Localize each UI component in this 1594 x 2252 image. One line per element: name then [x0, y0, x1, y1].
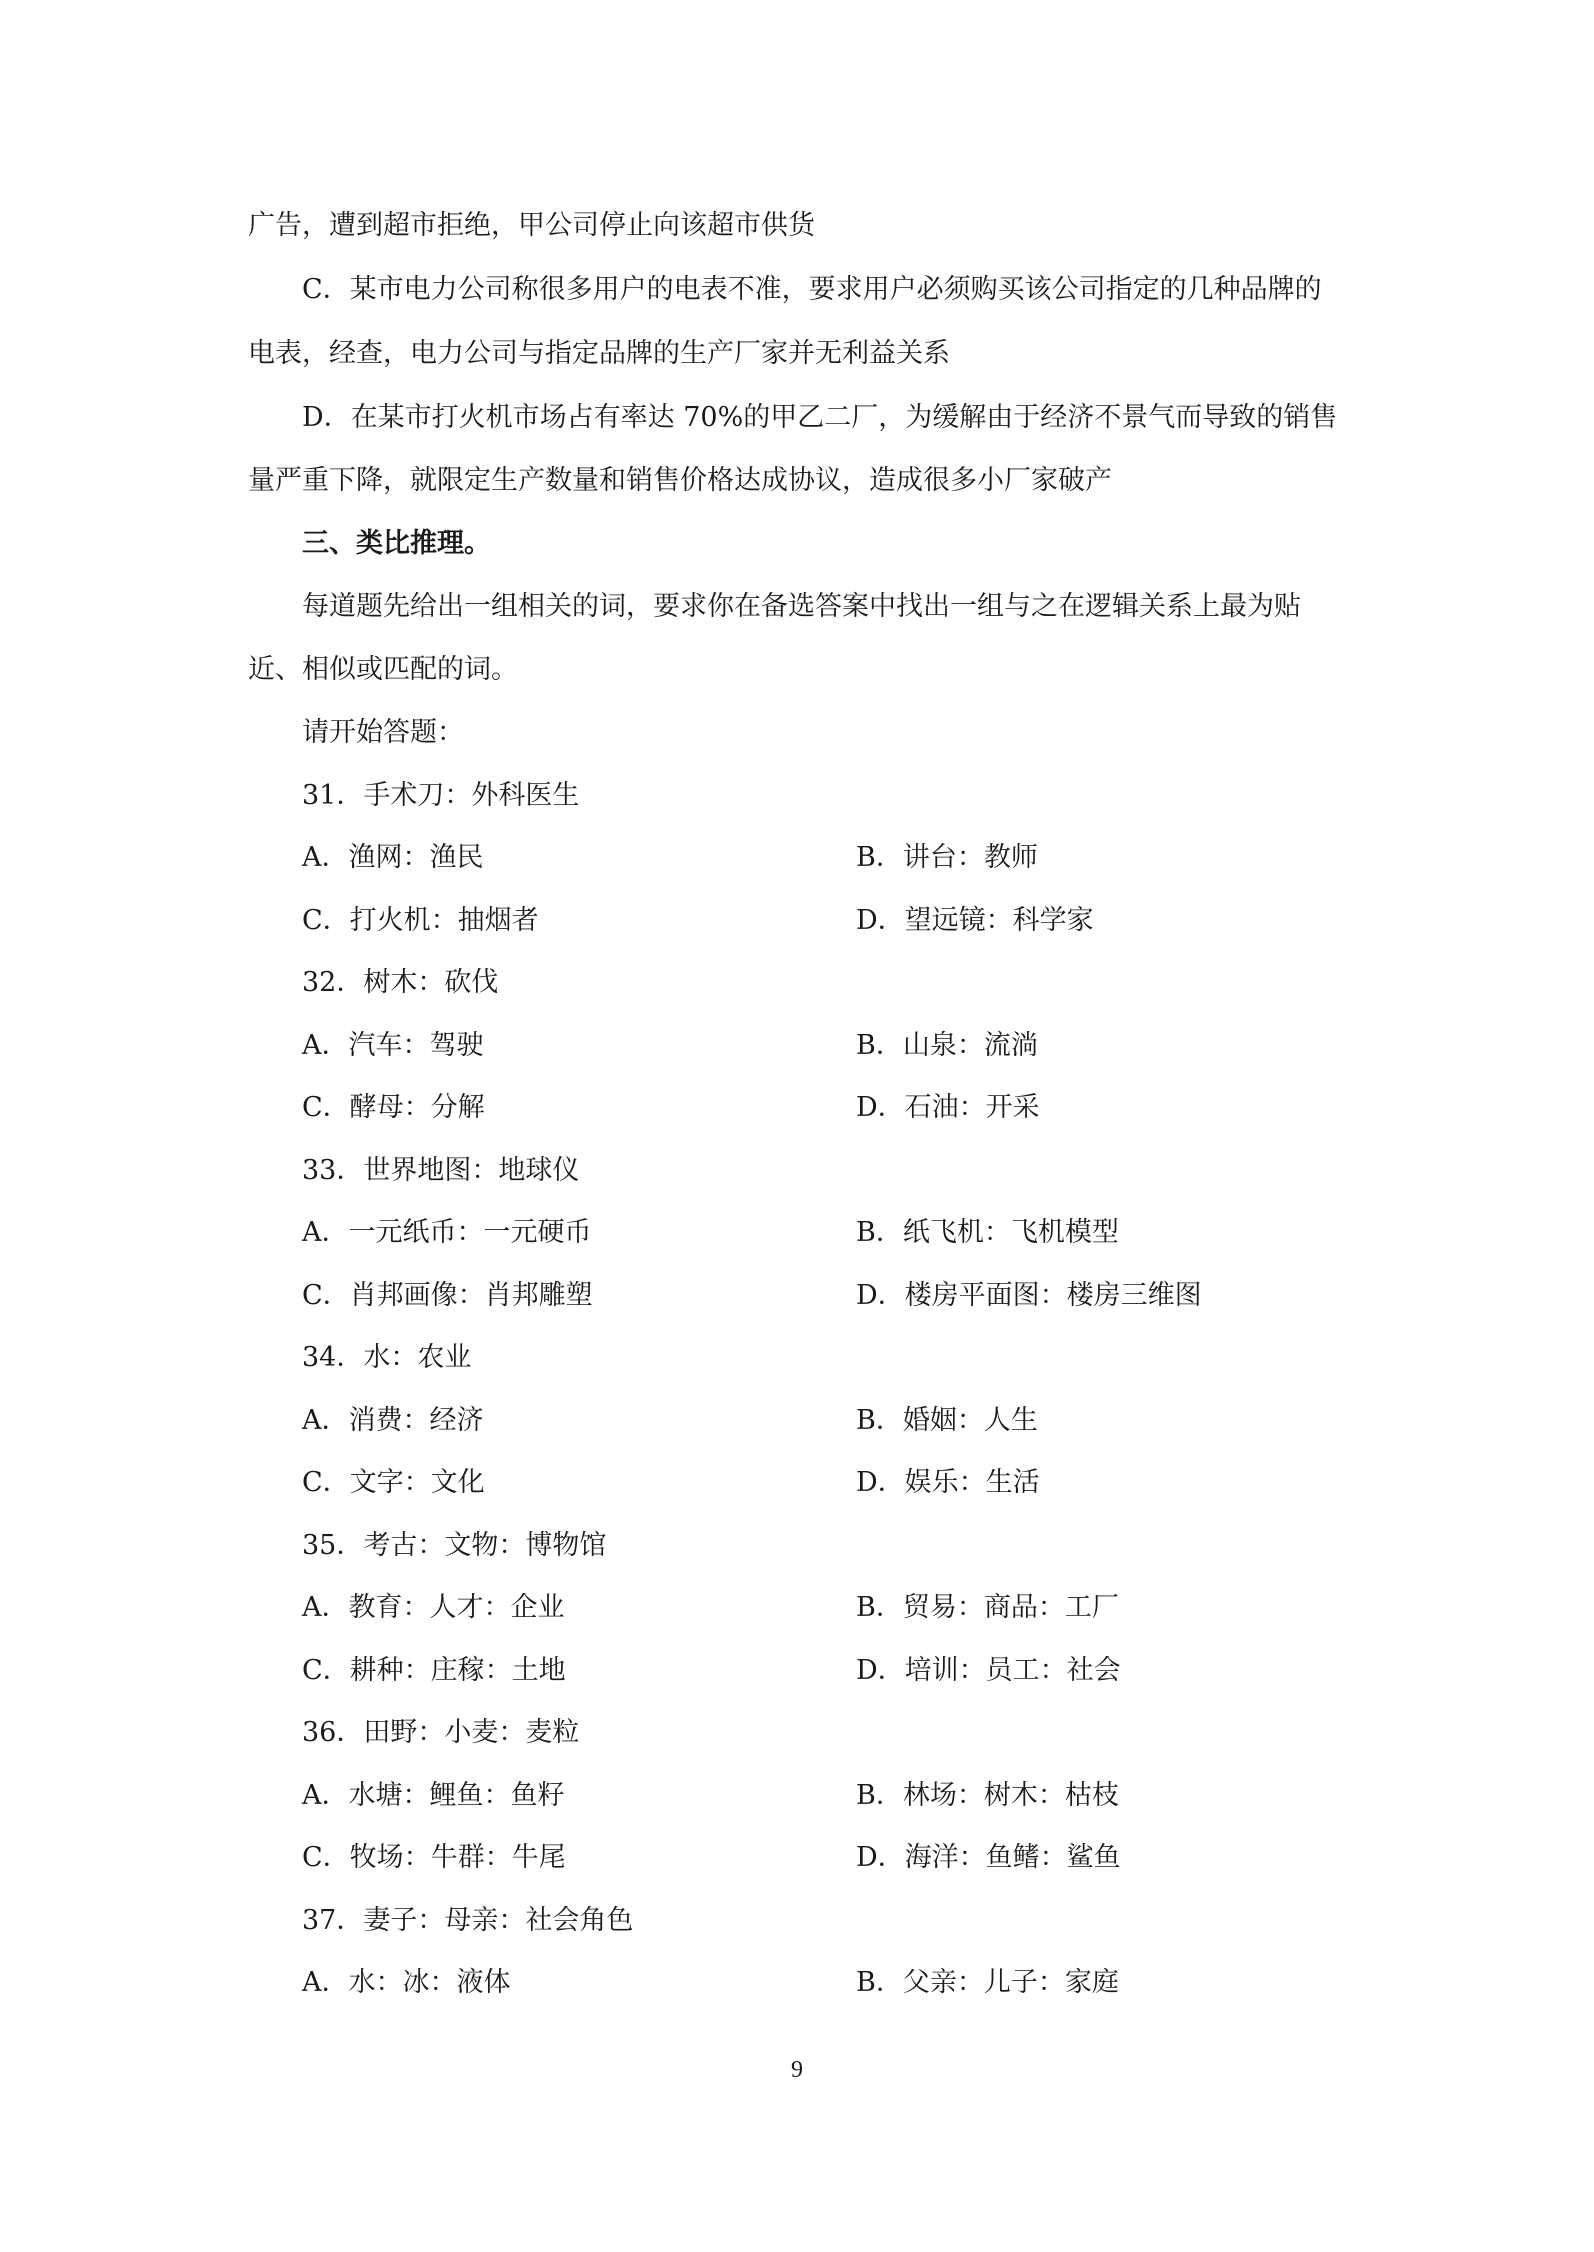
start-prompt: 请开始答题：	[302, 717, 464, 748]
option-a: A．一元纸币：一元硬币	[302, 1217, 592, 1248]
option-c: C．牧场：牛群：牛尾	[302, 1842, 566, 1873]
option-b: B．山泉：流淌	[856, 1030, 1038, 1061]
option-c: C．酵母：分解	[302, 1092, 485, 1123]
question-stem: 33．世界地图：地球仪	[302, 1155, 580, 1186]
paragraph-line: 广告，遭到超市拒绝，甲公司停止向该超市供货	[248, 210, 815, 241]
option-b: B．父亲：儿子：家庭	[856, 1967, 1119, 1998]
option-b: B．林场：树木：枯枝	[856, 1780, 1119, 1811]
question-stem: 37．妻子：母亲：社会角色	[302, 1905, 634, 1936]
instruction-line: 每道题先给出一组相关的词，要求你在备选答案中找出一组与之在逻辑关系上最为贴	[302, 591, 1301, 622]
question-stem: 31．手术刀：外科医生	[302, 780, 580, 811]
option-a: A．水塘：鲤鱼：鱼籽	[302, 1780, 565, 1811]
option-c-continuation: 电表，经查，电力公司与指定品牌的生产厂家并无利益关系	[248, 338, 950, 369]
option-a: A．教育：人才：企业	[302, 1592, 565, 1623]
option-b: B．纸飞机：飞机模型	[856, 1217, 1119, 1248]
option-d: D．培训：员工：社会	[856, 1655, 1121, 1686]
page-number: 9	[791, 2057, 803, 2083]
option-b: B．婚姻：人生	[856, 1405, 1038, 1436]
option-b: B．讲台：教师	[856, 842, 1038, 873]
option-a: A．渔网：渔民	[302, 842, 484, 873]
question-stem: 32．树木：砍伐	[302, 967, 499, 998]
option-d: D．楼房平面图：楼房三维图	[856, 1280, 1202, 1311]
section-heading: 三、类比推理。	[302, 528, 491, 559]
option-d: D．海洋：鱼鳍：鲨鱼	[856, 1842, 1121, 1873]
option-d: D．娱乐：生活	[856, 1467, 1040, 1498]
question-stem: 34．水：农业	[302, 1342, 472, 1373]
option-d-continuation: 量严重下降，就限定生产数量和销售价格达成协议，造成很多小厂家破产	[248, 465, 1112, 496]
option-a: A．汽车：驾驶	[302, 1030, 484, 1061]
option-d-line: D．在某市打火机市场占有率达 70%的甲乙二厂，为缓解由于经济不景气而导致的销售	[302, 402, 1338, 433]
option-d: D．石油：开采	[856, 1092, 1040, 1123]
option-a: A．消费：经济	[302, 1405, 484, 1436]
option-c-line: C．某市电力公司称很多用户的电表不准，要求用户必须购买该公司指定的几种品牌的	[302, 274, 1322, 305]
question-stem: 36．田野：小麦：麦粒	[302, 1717, 580, 1748]
option-c: C．打火机：抽烟者	[302, 905, 539, 936]
question-stem: 35．考古：文物：博物馆	[302, 1530, 607, 1561]
option-a: A．水：冰：液体	[302, 1967, 511, 1998]
instruction-continuation: 近、相似或匹配的词。	[248, 654, 518, 685]
option-c: C．文字：文化	[302, 1467, 485, 1498]
option-d: D．望远镜：科学家	[856, 905, 1094, 936]
option-b: B．贸易：商品：工厂	[856, 1592, 1119, 1623]
option-c: C．耕种：庄稼：土地	[302, 1655, 566, 1686]
option-c: C．肖邦画像：肖邦雕塑	[302, 1280, 593, 1311]
